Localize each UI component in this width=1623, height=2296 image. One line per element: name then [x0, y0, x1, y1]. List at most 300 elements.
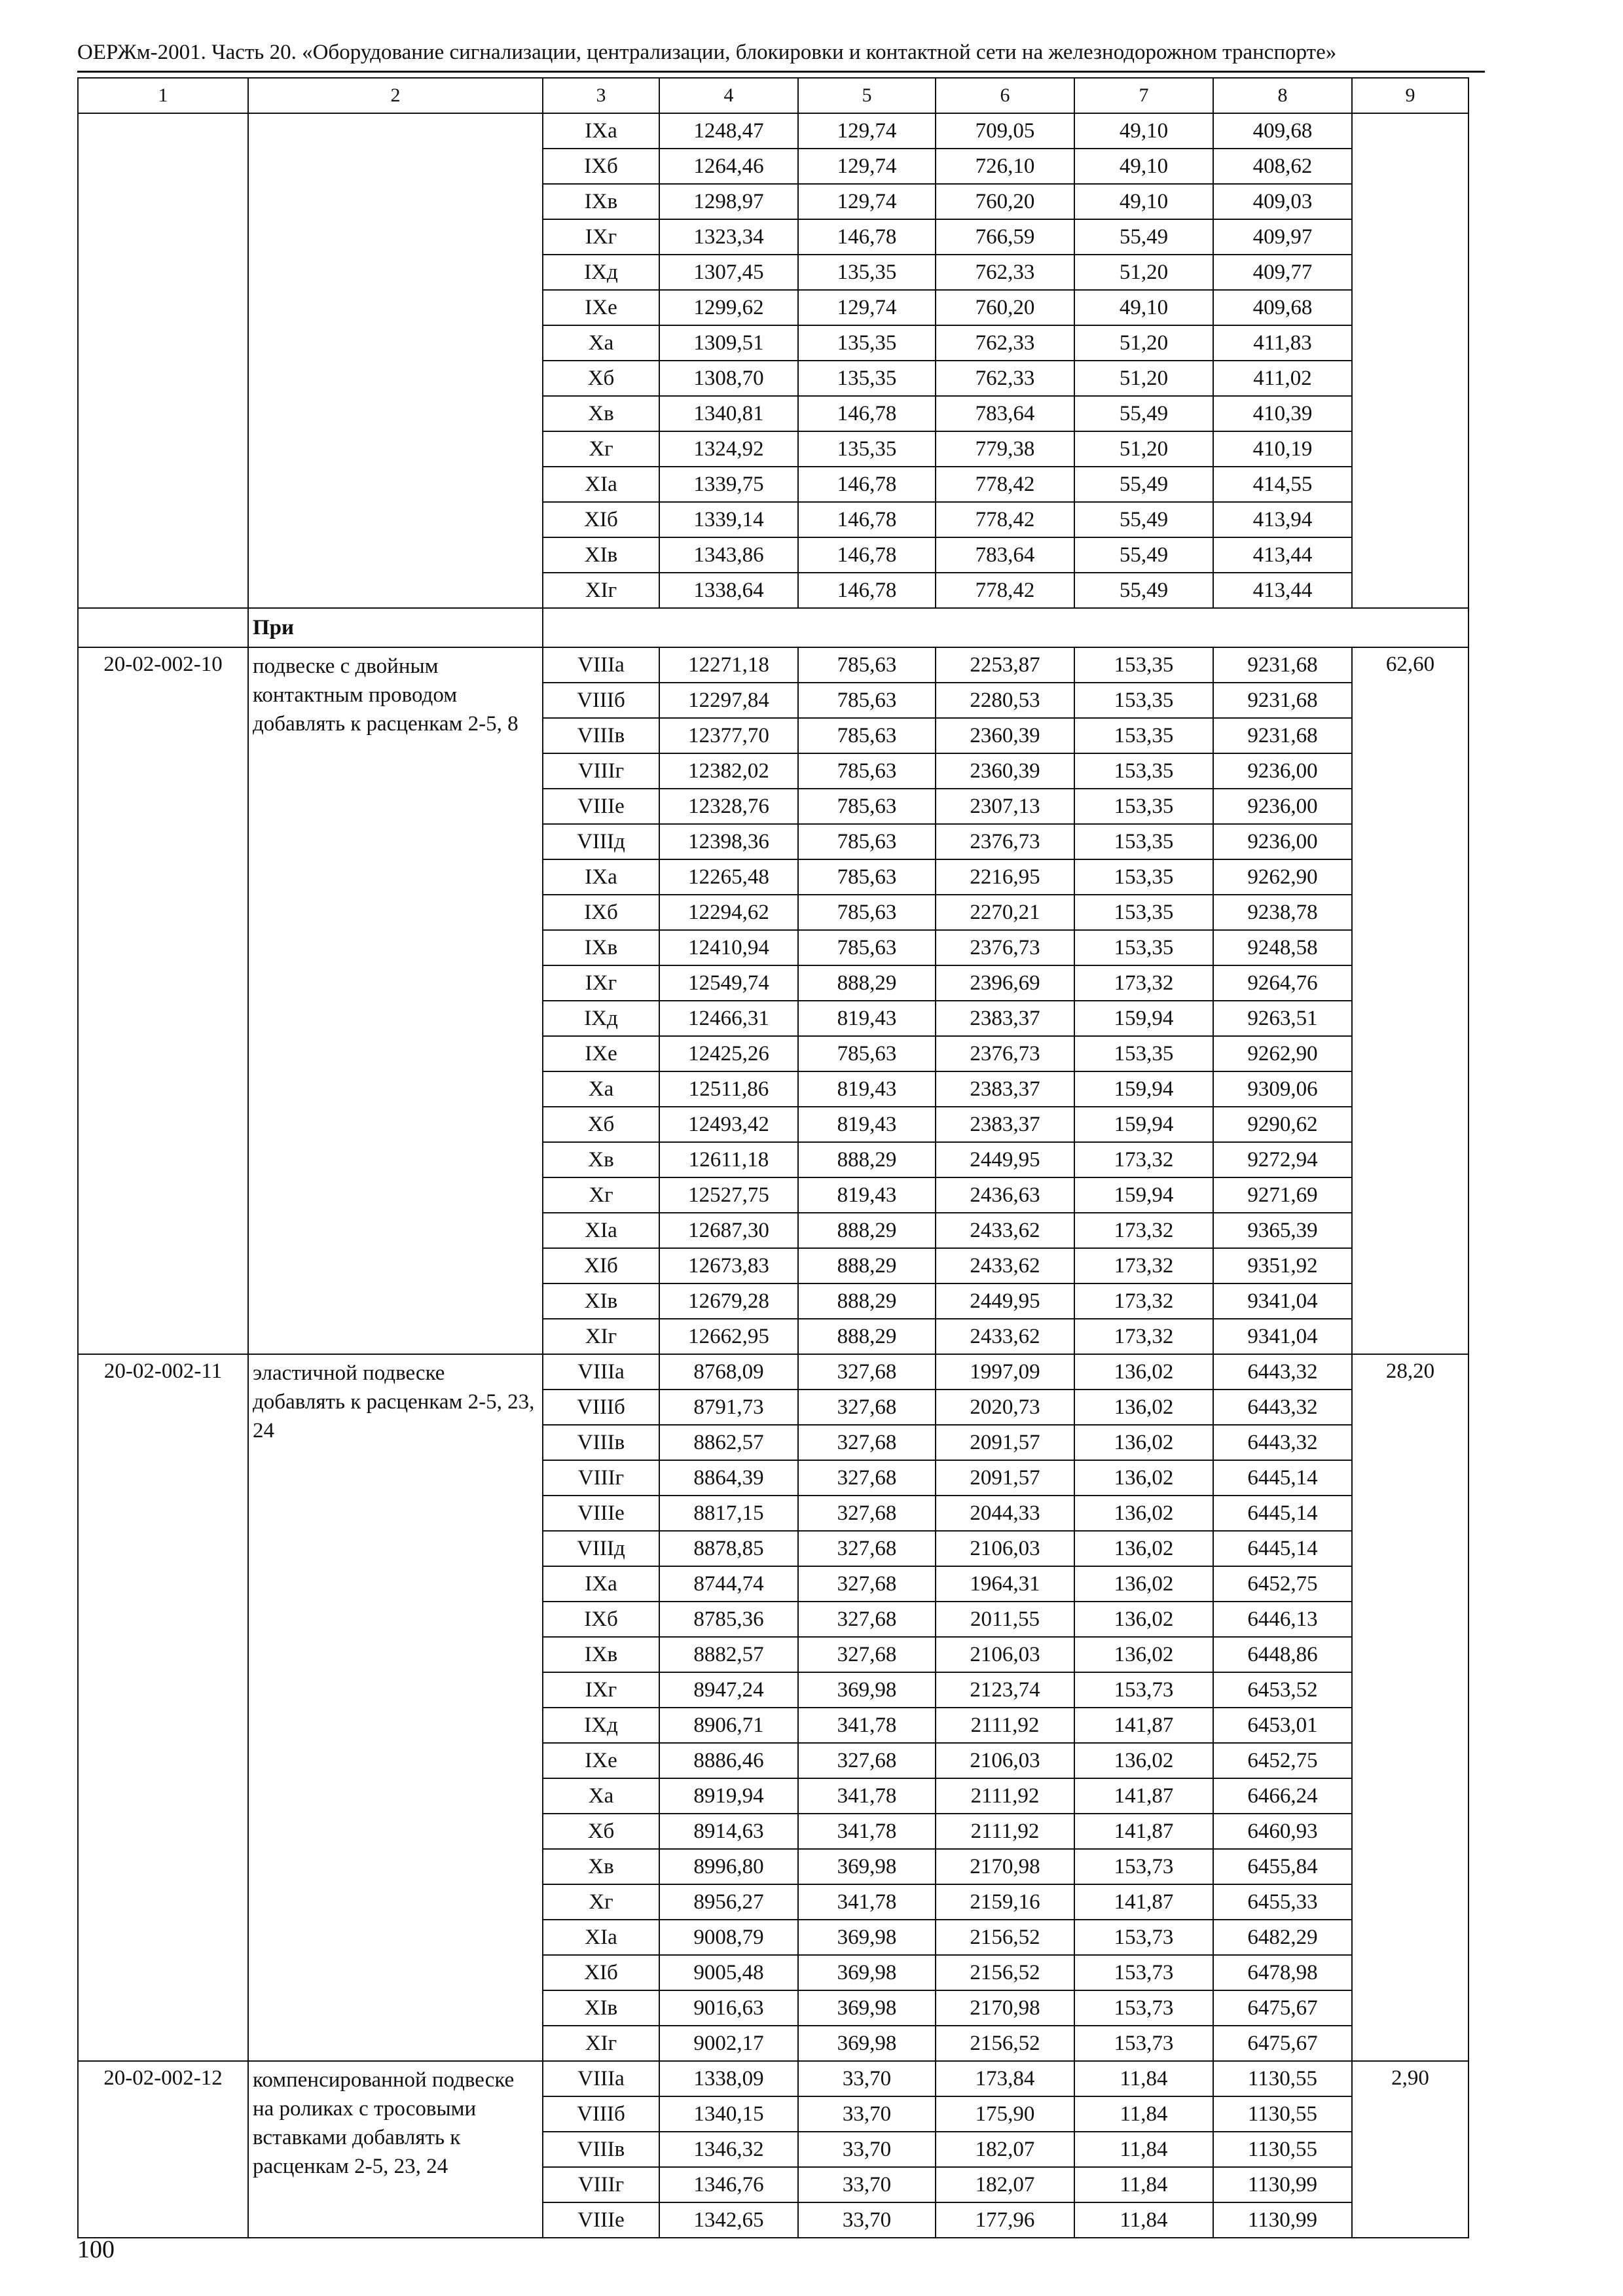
table-cell: 327,68 [798, 1354, 936, 1390]
page-number: 100 [77, 2236, 115, 2263]
table-cell: 1338,09 [659, 2061, 798, 2096]
table-cell: 6455,84 [1213, 1849, 1352, 1884]
table-cell: 12673,83 [659, 1248, 798, 1283]
table-cell: XIг [543, 2026, 659, 2061]
table-cell: 1307,45 [659, 255, 798, 290]
table-cell: 136,02 [1074, 1637, 1213, 1672]
table-cell: XIв [543, 1990, 659, 2026]
table-cell: Xб [543, 1107, 659, 1142]
table-cell: 173,32 [1074, 1319, 1213, 1354]
table-cell: 1130,99 [1213, 2167, 1352, 2202]
table-cell: 1340,15 [659, 2096, 798, 2132]
table-cell: 33,70 [798, 2132, 936, 2167]
table-cell: 6443,32 [1213, 1390, 1352, 1425]
table-cell: 369,98 [798, 1672, 936, 1708]
table-cell: 9016,63 [659, 1990, 798, 2026]
table-cell: 785,63 [798, 859, 936, 895]
table-cell: 413,94 [1213, 502, 1352, 537]
table-cell: 341,78 [798, 1884, 936, 1920]
table-cell: 778,42 [936, 573, 1074, 608]
table-cell: 2216,95 [936, 859, 1074, 895]
table-cell: 819,43 [798, 1107, 936, 1142]
table-cell: 153,35 [1074, 824, 1213, 859]
table-cell: 327,68 [798, 1637, 936, 1672]
table-cell: VIIIб [543, 1390, 659, 1425]
table-cell: 33,70 [798, 2167, 936, 2202]
table-cell: IXв [543, 1637, 659, 1672]
table-cell: 141,87 [1074, 1884, 1213, 1920]
table-cell: 8947,24 [659, 1672, 798, 1708]
table-cell: 6445,14 [1213, 1531, 1352, 1566]
table-cell: 11,84 [1074, 2167, 1213, 2202]
table-cell: IXд [543, 1001, 659, 1036]
table-cell: 762,33 [936, 255, 1074, 290]
column-header: 3 [543, 78, 659, 113]
table-cell: 6446,13 [1213, 1602, 1352, 1637]
table-cell: 6460,93 [1213, 1814, 1352, 1849]
table-cell: 1339,14 [659, 502, 798, 537]
rates-table [77, 77, 1469, 2238]
table-cell: 51,20 [1074, 325, 1213, 361]
table-cell: 369,98 [798, 1955, 936, 1990]
table-cell: 129,74 [798, 184, 936, 219]
table-row [78, 113, 1468, 149]
table-cell: 369,98 [798, 1990, 936, 2026]
table-cell: 49,10 [1074, 290, 1213, 325]
table-cell: VIIIг [543, 2167, 659, 2202]
table-cell: 888,29 [798, 1213, 936, 1248]
table-cell: 173,32 [1074, 1142, 1213, 1177]
table-body [78, 78, 1468, 2238]
table-cell: 8862,57 [659, 1425, 798, 1460]
table-cell: VIIIг [543, 1460, 659, 1496]
table-cell: 2020,73 [936, 1390, 1074, 1425]
table-cell: VIIIe [543, 1496, 659, 1531]
table-cell: 135,35 [798, 431, 936, 467]
table-cell: 9236,00 [1213, 753, 1352, 789]
table-cell: 153,35 [1074, 718, 1213, 753]
table-cell: IXe [543, 290, 659, 325]
table-cell: 6482,29 [1213, 1920, 1352, 1955]
table-cell: VIIIв [543, 718, 659, 753]
table-cell: 341,78 [798, 1708, 936, 1743]
table-cell: 175,90 [936, 2096, 1074, 2132]
table-cell: 413,44 [1213, 573, 1352, 608]
table-cell: XIa [543, 1213, 659, 1248]
table-cell: 135,35 [798, 325, 936, 361]
table-cell: IXв [543, 930, 659, 965]
table-cell: XIa [543, 1920, 659, 1955]
table-cell: 33,70 [798, 2202, 936, 2238]
table-cell: 2106,03 [936, 1637, 1074, 1672]
table-cell: 146,78 [798, 502, 936, 537]
table-cell: 129,74 [798, 113, 936, 149]
table-cell: 136,02 [1074, 1354, 1213, 1390]
table-cell: 341,78 [798, 1814, 936, 1849]
table-cell: 2383,37 [936, 1001, 1074, 1036]
table-cell: IXг [543, 219, 659, 255]
table-cell: 153,35 [1074, 1036, 1213, 1071]
table-cell: 51,20 [1074, 255, 1213, 290]
table-cell: Xв [543, 1849, 659, 1884]
table-cell: 141,87 [1074, 1814, 1213, 1849]
table-cell: VIIIг [543, 753, 659, 789]
table-cell: 6478,98 [1213, 1955, 1352, 1990]
table-row [78, 647, 1468, 683]
table-cell: 2156,52 [936, 1955, 1074, 1990]
table-cell: 785,63 [798, 647, 936, 683]
table-cell: 888,29 [798, 1283, 936, 1319]
table-cell: VIIIв [543, 2132, 659, 2167]
table-cell: 6443,32 [1213, 1354, 1352, 1390]
table-cell: 6453,01 [1213, 1708, 1352, 1743]
table-cell: 819,43 [798, 1177, 936, 1213]
table-cell: 153,73 [1074, 1955, 1213, 1990]
table-cell: Xв [543, 1142, 659, 1177]
table-cell: 8864,39 [659, 1460, 798, 1496]
table-cell: 1248,47 [659, 113, 798, 149]
table-cell: 12265,48 [659, 859, 798, 895]
table-cell: 888,29 [798, 1319, 936, 1354]
table-cell: 1323,34 [659, 219, 798, 255]
table-cell: 12425,26 [659, 1036, 798, 1071]
table-cell: 12271,18 [659, 647, 798, 683]
table-cell: 785,63 [798, 718, 936, 753]
table-cell: 12297,84 [659, 683, 798, 718]
table-cell: 409,68 [1213, 113, 1352, 149]
table-cell: 888,29 [798, 1248, 936, 1283]
table-cell: 153,35 [1074, 859, 1213, 895]
table-cell: 9341,04 [1213, 1319, 1352, 1354]
table-cell: XIб [543, 1955, 659, 1990]
table-cell: 2111,92 [936, 1778, 1074, 1814]
table-cell: 12466,31 [659, 1001, 798, 1036]
table-cell: 8956,27 [659, 1884, 798, 1920]
table-cell: 9271,69 [1213, 1177, 1352, 1213]
table-cell: 136,02 [1074, 1743, 1213, 1778]
table-cell: 8791,73 [659, 1390, 798, 1425]
table-cell: 2376,73 [936, 824, 1074, 859]
table-cell: 8878,85 [659, 1531, 798, 1566]
table-cell: 2449,95 [936, 1283, 1074, 1319]
table-cell: Xa [543, 1778, 659, 1814]
table-cell: 413,44 [1213, 537, 1352, 573]
table-cell: 8906,71 [659, 1708, 798, 1743]
table-cell: 173,32 [1074, 1213, 1213, 1248]
table-cell: 2123,74 [936, 1672, 1074, 1708]
table-cell: VIIIв [543, 1425, 659, 1460]
table-cell: 12493,42 [659, 1107, 798, 1142]
table-cell: 327,68 [798, 1425, 936, 1460]
table-cell: 1346,76 [659, 2167, 798, 2202]
table-cell: 12410,94 [659, 930, 798, 965]
table-cell: XIб [543, 502, 659, 537]
table-cell: 11,84 [1074, 2202, 1213, 2238]
table-cell: 6448,86 [1213, 1637, 1352, 1672]
table-cell: IXг [543, 1672, 659, 1708]
table-cell: 8768,09 [659, 1354, 798, 1390]
table-cell: 1308,70 [659, 361, 798, 396]
section-label: При [248, 608, 543, 647]
table-cell: VIIIe [543, 789, 659, 824]
table-cell: 327,68 [798, 1531, 936, 1566]
table-cell: 153,35 [1074, 647, 1213, 683]
table-cell: 410,19 [1213, 431, 1352, 467]
table-cell: 153,73 [1074, 1849, 1213, 1884]
table-cell: 136,02 [1074, 1425, 1213, 1460]
table-cell: 6475,67 [1213, 2026, 1352, 2061]
table-cell: IXe [543, 1743, 659, 1778]
table-cell: XIг [543, 573, 659, 608]
table-cell: 327,68 [798, 1496, 936, 1531]
table-cell: 6475,67 [1213, 1990, 1352, 2026]
table-cell: 1309,51 [659, 325, 798, 361]
table-cell: XIг [543, 1319, 659, 1354]
table-cell: 1130,99 [1213, 2202, 1352, 2238]
table-cell: XIв [543, 537, 659, 573]
table-cell: VIIIe [543, 2202, 659, 2238]
table-cell: 159,94 [1074, 1001, 1213, 1036]
table-cell: 49,10 [1074, 184, 1213, 219]
table-cell: VIIIд [543, 824, 659, 859]
table-cell: 11,84 [1074, 2096, 1213, 2132]
table-cell: 409,68 [1213, 290, 1352, 325]
table-cell: 819,43 [798, 1001, 936, 1036]
table-cell: 8919,94 [659, 1778, 798, 1814]
table-cell: IXe [543, 1036, 659, 1071]
table-cell: 726,10 [936, 149, 1074, 184]
table-cell: 2156,52 [936, 1920, 1074, 1955]
table-cell: 2383,37 [936, 1107, 1074, 1142]
table-cell: 49,10 [1074, 149, 1213, 184]
table-cell: 9236,00 [1213, 789, 1352, 824]
table-cell: 1324,92 [659, 431, 798, 467]
table-cell: Xг [543, 1884, 659, 1920]
column-header-row [78, 78, 1468, 113]
table-cell: 1299,62 [659, 290, 798, 325]
table-cell: 327,68 [798, 1743, 936, 1778]
table-cell: VIIIa [543, 647, 659, 683]
table-cell: 411,02 [1213, 361, 1352, 396]
table-cell: 762,33 [936, 325, 1074, 361]
table-cell: 6452,75 [1213, 1566, 1352, 1602]
table-cell: 8744,74 [659, 1566, 798, 1602]
table-cell: 785,63 [798, 753, 936, 789]
table-cell: 33,70 [798, 2096, 936, 2132]
table-cell: 2433,62 [936, 1319, 1074, 1354]
table-cell: 6466,24 [1213, 1778, 1352, 1814]
table-cell: 2433,62 [936, 1213, 1074, 1248]
table-cell: 153,35 [1074, 753, 1213, 789]
column-header: 7 [1074, 78, 1213, 113]
table-cell: 8817,15 [659, 1496, 798, 1531]
table-cell: 414,55 [1213, 467, 1352, 502]
table-cell: 6445,14 [1213, 1460, 1352, 1496]
table-cell: 141,87 [1074, 1778, 1213, 1814]
column-header: 2 [248, 78, 543, 113]
table-cell: 173,84 [936, 2061, 1074, 2096]
table-cell: IXд [543, 255, 659, 290]
table-cell: 12294,62 [659, 895, 798, 930]
table-cell: 2436,63 [936, 1177, 1074, 1213]
table-cell: IXa [543, 1566, 659, 1602]
table-cell: 9263,51 [1213, 1001, 1352, 1036]
table-cell: VIIIд [543, 1531, 659, 1566]
table-cell: Xв [543, 396, 659, 431]
table-cell: Xб [543, 361, 659, 396]
section-empty-span [543, 608, 1468, 647]
table-cell: 327,68 [798, 1460, 936, 1496]
table-cell: 146,78 [798, 219, 936, 255]
table-cell: 11,84 [1074, 2132, 1213, 2167]
table-cell: 2111,92 [936, 1708, 1074, 1743]
table-cell: 159,94 [1074, 1107, 1213, 1142]
table-cell: 2280,53 [936, 683, 1074, 718]
table-cell: 177,96 [936, 2202, 1074, 2238]
column-header: 5 [798, 78, 936, 113]
column-header: 6 [936, 78, 1074, 113]
column-header: 4 [659, 78, 798, 113]
table-cell: 2156,52 [936, 2026, 1074, 2061]
table-cell: 153,35 [1074, 789, 1213, 824]
table-cell: 136,02 [1074, 1496, 1213, 1531]
rate-description-cell [248, 113, 543, 608]
table-cell: VIIIa [543, 2061, 659, 2096]
table-cell: 2253,87 [936, 647, 1074, 683]
table-cell: Xб [543, 1814, 659, 1849]
table-cell: 760,20 [936, 184, 1074, 219]
table-cell: 762,33 [936, 361, 1074, 396]
table-cell: 182,07 [936, 2167, 1074, 2202]
table-cell: 6452,75 [1213, 1743, 1352, 1778]
table-cell: 6453,52 [1213, 1672, 1352, 1708]
table-cell: 173,32 [1074, 1248, 1213, 1283]
table-cell: IXб [543, 1602, 659, 1637]
table-cell: 8882,57 [659, 1637, 798, 1672]
table-cell: 1964,31 [936, 1566, 1074, 1602]
rate-col9-cell: 28,20 [1352, 1354, 1468, 2061]
rate-col9-cell: 2,90 [1352, 2061, 1468, 2238]
table-cell: 778,42 [936, 502, 1074, 537]
table-cell: IXд [543, 1708, 659, 1743]
table-cell: 2307,13 [936, 789, 1074, 824]
table-row [78, 2061, 1468, 2096]
table-cell: 2011,55 [936, 1602, 1074, 1637]
table-cell: 12549,74 [659, 965, 798, 1001]
table-cell: 12679,28 [659, 1283, 798, 1319]
rate-code-cell: 20-02-002-10 [78, 647, 248, 1354]
table-cell: 11,84 [1074, 2061, 1213, 2096]
table-cell: VIIIa [543, 1354, 659, 1390]
table-cell: 12398,36 [659, 824, 798, 859]
table-cell: 9290,62 [1213, 1107, 1352, 1142]
table-cell: 819,43 [798, 1071, 936, 1107]
table-cell: Xa [543, 325, 659, 361]
table-cell: 760,20 [936, 290, 1074, 325]
table-cell: 2091,57 [936, 1425, 1074, 1460]
table-cell: 9005,48 [659, 1955, 798, 1990]
table-cell: 8785,36 [659, 1602, 798, 1637]
table-cell: 153,35 [1074, 930, 1213, 965]
table-cell: 785,63 [798, 895, 936, 930]
table-cell: 783,64 [936, 396, 1074, 431]
table-cell: 55,49 [1074, 502, 1213, 537]
table-cell: 159,94 [1074, 1177, 1213, 1213]
table-cell: 369,98 [798, 2026, 936, 2061]
table-cell: 2091,57 [936, 1460, 1074, 1496]
table-cell: Xг [543, 431, 659, 467]
rate-col9-cell [1352, 113, 1468, 608]
table-cell: 153,73 [1074, 1990, 1213, 2026]
table-cell: 2396,69 [936, 965, 1074, 1001]
table-cell: 766,59 [936, 219, 1074, 255]
rate-code-cell [78, 113, 248, 608]
rate-description-cell: подвеске с двойным контактным проводом добавлять к расценкам 2-5, 8 [248, 647, 543, 1354]
table-cell: 55,49 [1074, 219, 1213, 255]
table-cell: 9238,78 [1213, 895, 1352, 930]
table-cell: 146,78 [798, 396, 936, 431]
table-cell: 49,10 [1074, 113, 1213, 149]
table-cell: 1343,86 [659, 537, 798, 573]
table-cell: 1298,97 [659, 184, 798, 219]
table-cell: 2170,98 [936, 1990, 1074, 2026]
table-cell: 6445,14 [1213, 1496, 1352, 1531]
table-cell: 135,35 [798, 361, 936, 396]
rate-description-cell: компенсированной подвеске на роликах с тросовыми вставками добавлять к расценкам 2-5, 23, 24 [248, 2061, 543, 2238]
table-cell: 8914,63 [659, 1814, 798, 1849]
table-cell: XIa [543, 467, 659, 502]
table-cell: 146,78 [798, 573, 936, 608]
rate-description-cell: эластичной подвеске добавлять к расценкам 2-5, 23, 24 [248, 1354, 543, 2061]
table-cell: 2170,98 [936, 1849, 1074, 1884]
rate-code-cell: 20-02-002-12 [78, 2061, 248, 2238]
table-cell: 12662,95 [659, 1319, 798, 1354]
table-cell: 2433,62 [936, 1248, 1074, 1283]
table-cell: 12377,70 [659, 718, 798, 753]
section-empty-cell [78, 608, 248, 647]
table-cell: 9231,68 [1213, 683, 1352, 718]
table-cell: 141,87 [1074, 1708, 1213, 1743]
table-cell: 785,63 [798, 683, 936, 718]
table-cell: 1130,55 [1213, 2061, 1352, 2096]
table-cell: 55,49 [1074, 467, 1213, 502]
table-cell: XIв [543, 1283, 659, 1319]
table-cell: 9264,76 [1213, 965, 1352, 1001]
table-cell: 182,07 [936, 2132, 1074, 2167]
table-cell: 1339,75 [659, 467, 798, 502]
table-cell: 146,78 [798, 467, 936, 502]
table-cell: 9002,17 [659, 2026, 798, 2061]
table-cell: 888,29 [798, 1142, 936, 1177]
table-cell: 2270,21 [936, 895, 1074, 930]
table-cell: 2383,37 [936, 1071, 1074, 1107]
table-cell: 1340,81 [659, 396, 798, 431]
table-cell: 9272,94 [1213, 1142, 1352, 1177]
table-cell: 146,78 [798, 537, 936, 573]
table-cell: 12328,76 [659, 789, 798, 824]
table-cell: 1342,65 [659, 2202, 798, 2238]
table-cell: 55,49 [1074, 396, 1213, 431]
table-row [78, 1354, 1468, 1390]
table-cell: 888,29 [798, 965, 936, 1001]
table-cell: 327,68 [798, 1566, 936, 1602]
table-cell: 153,35 [1074, 895, 1213, 930]
table-cell: 9248,58 [1213, 930, 1352, 965]
table-cell: 173,32 [1074, 965, 1213, 1001]
table-cell: 2111,92 [936, 1814, 1074, 1849]
table-cell: 9341,04 [1213, 1283, 1352, 1319]
table-cell: 129,74 [798, 290, 936, 325]
